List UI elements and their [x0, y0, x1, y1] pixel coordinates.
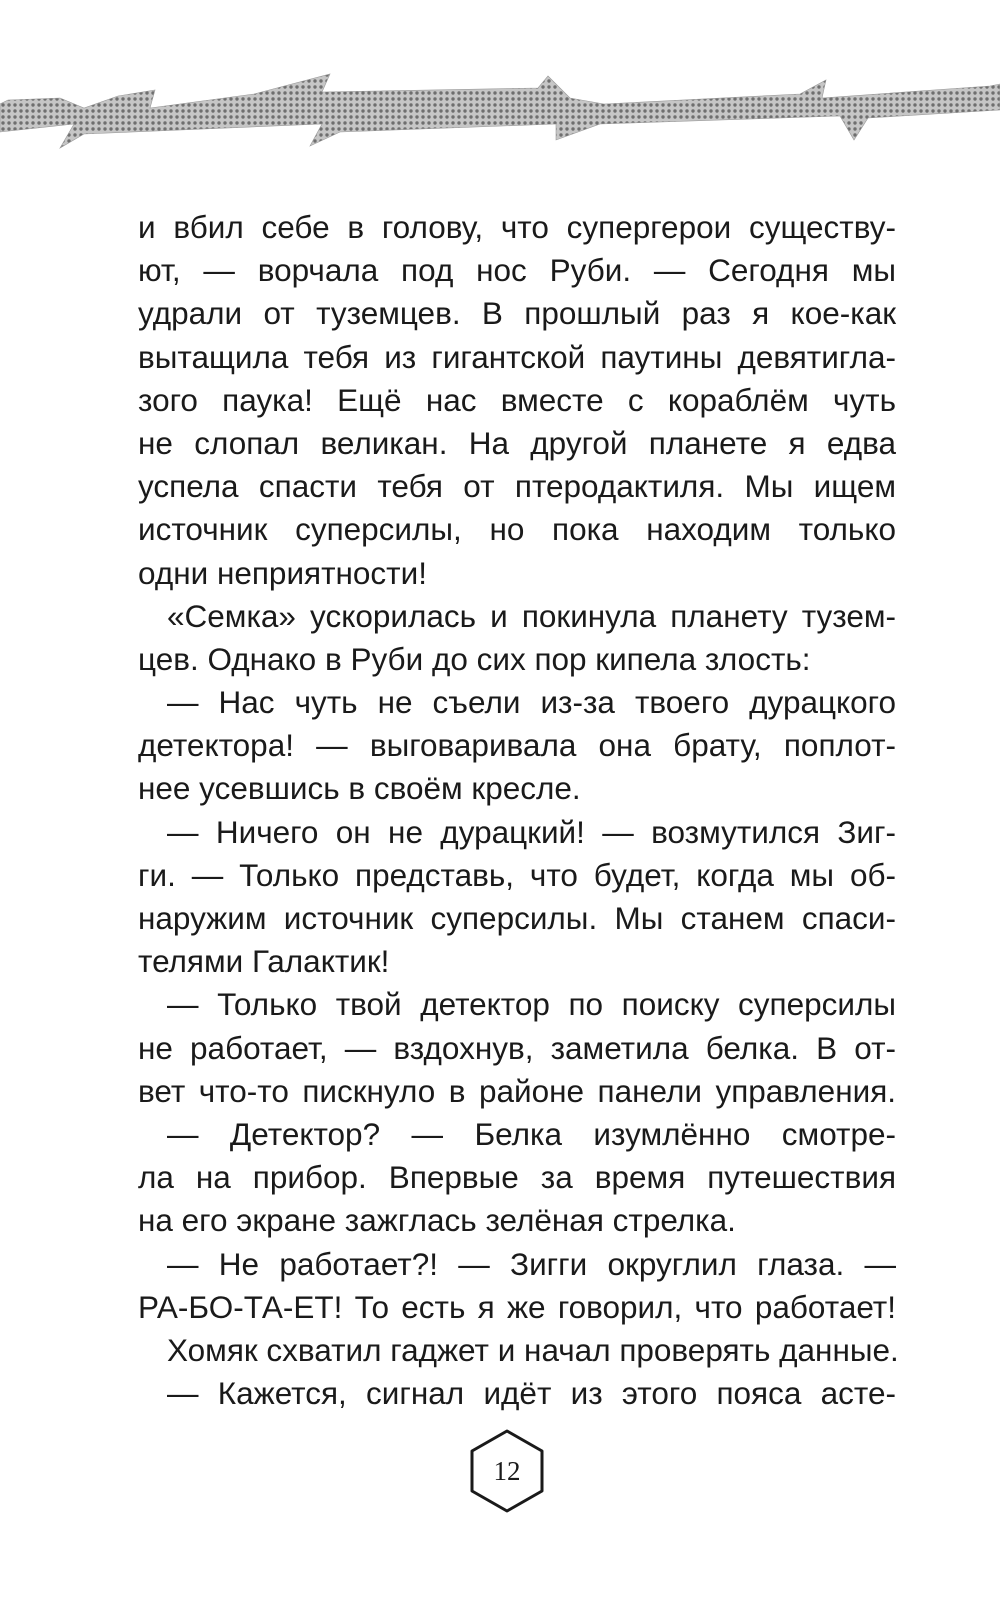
text-line: — Кажется, сигнал идёт из этого пояса асте- [167, 1375, 896, 1412]
text-line: вет что-то пискнуло в районе панели управления. [138, 1072, 896, 1109]
page-number: 12 [493, 1456, 521, 1486]
text-line: успела спасти тебя от птеродактиля. Мы ищем [138, 468, 896, 505]
text-line: ют, — ворчала под нос Руби. — Сегодня мы [138, 252, 896, 289]
text-line: цев. Однако в Руби до сих пор кипела злость: [138, 640, 811, 677]
text-line: ги. — Только представь, что будет, когда мы об- [138, 856, 896, 893]
page-number-badge [469, 1428, 545, 1514]
text-line: Хомяк схватил гаджет и начал проверять данные. [167, 1331, 899, 1368]
text-line: вытащила тебя из гигантской паутины девятигла- [138, 338, 896, 375]
halftone-zigzag-shape [0, 74, 1000, 148]
text-line: «Семка» ускорилась и покинула планету тузем- [167, 597, 896, 634]
text-line: на его экране зажглась зелёная стрелка. [138, 1202, 736, 1239]
text-line: источник суперсилы, но пока находим только [138, 511, 896, 548]
text-line: — Не работает?! — Зигги округлил глаза. — [167, 1245, 896, 1282]
text-line: не работает, — вздохнув, заметила белка. В от- [138, 1029, 896, 1066]
text-line: наружим источник суперсилы. Мы станем спаси- [138, 900, 896, 936]
text-line: удрали от туземцев. В прошлый раз я кое-как [138, 295, 896, 332]
text-line: не слопал великан. На другой планете я едва [138, 424, 896, 461]
text-line: зого паука! Ещё нас вместе с кораблём чуть [138, 381, 896, 418]
text-line: детектора! — выговаривала она брату, поплот- [138, 727, 896, 764]
text-line: телями Галактик! [138, 943, 390, 980]
decorative-zigzag-banner [0, 72, 1000, 152]
text-line: — Нас чуть не съели из-за твоего дурацкого [167, 684, 896, 721]
text-line: — Только твой детектор по поиску суперсилы [167, 986, 896, 1023]
text-line: и вбил себе в голову, что супергерои существу- [138, 209, 896, 245]
text-line: одни неприятности! [138, 554, 427, 591]
zigzag-banner-graphic [0, 72, 1000, 152]
text-line: — Детектор? — Белка изумлённо смотре- [167, 1115, 896, 1152]
text-line: РА-БО-ТА-ЕТ! То есть я же говорил, что работает! [138, 1288, 896, 1325]
text-line: ла на прибор. Впервые за время путешествия [138, 1159, 896, 1196]
page-text [138, 206, 899, 1415]
text-line: — Ничего он не дурацкий! — возмутился Зиг- [167, 813, 896, 850]
text-line: нее усевшись в своём кресле. [138, 770, 581, 807]
